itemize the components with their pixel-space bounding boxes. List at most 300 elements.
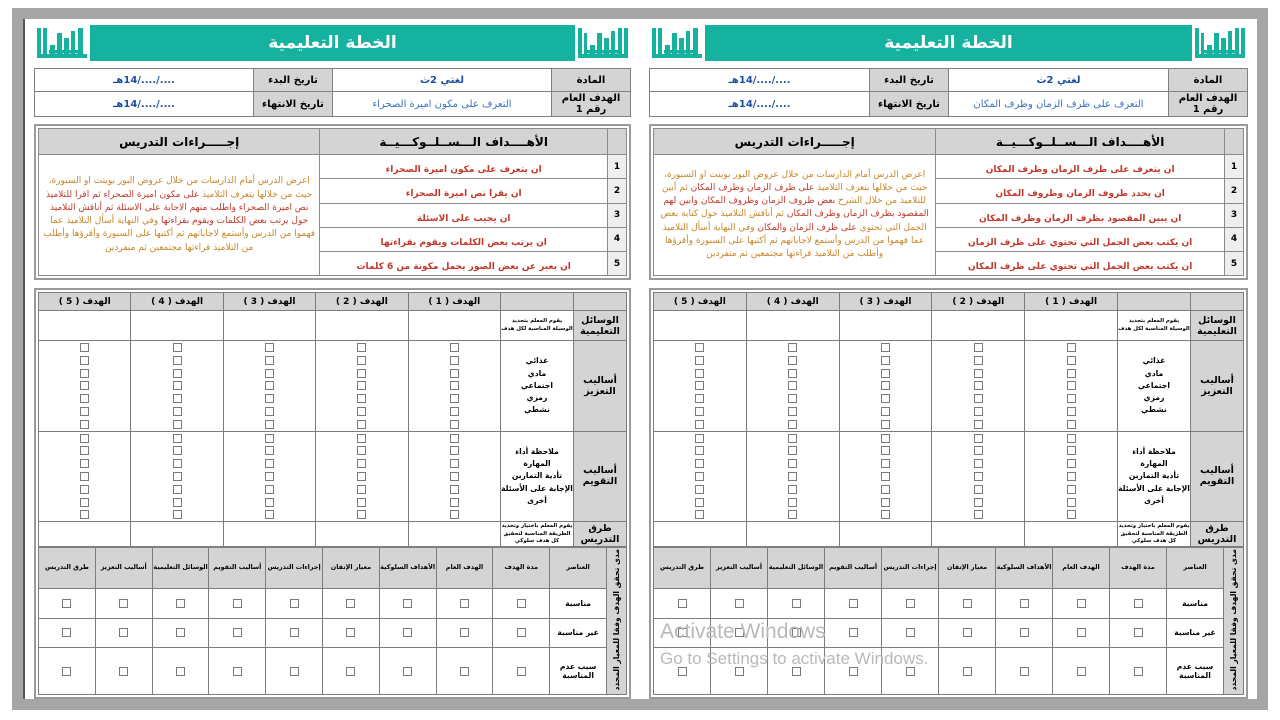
reinforcement-options-list	[501, 355, 573, 416]
checkbox[interactable]	[357, 485, 366, 494]
evaluation-row	[654, 431, 1244, 521]
general-goal-value[interactable]: التعرف على ظرف الزمان وظرف المكان	[949, 92, 1169, 117]
checkbox[interactable]	[450, 356, 459, 365]
checkbox[interactable]	[265, 407, 274, 416]
criteria-checkbox-cell[interactable]	[882, 618, 939, 648]
table-header-row	[654, 548, 1244, 589]
evaluation-checkbox-cell[interactable]	[839, 431, 932, 521]
checkbox[interactable]	[974, 394, 983, 403]
methods-input-cell[interactable]	[39, 522, 131, 547]
criteria-checkbox-cell[interactable]	[209, 618, 266, 648]
checkbox[interactable]	[974, 381, 983, 390]
criteria-checkbox-cell[interactable]	[654, 648, 711, 694]
criteria-checkbox-cell[interactable]	[768, 588, 825, 618]
checkbox[interactable]	[173, 369, 182, 378]
checkbox[interactable]	[788, 343, 797, 352]
checkbox[interactable]	[881, 420, 890, 429]
checkbox[interactable]	[974, 356, 983, 365]
checkbox[interactable]	[80, 420, 89, 429]
checkbox[interactable]	[173, 356, 182, 365]
general-goal-value[interactable]: التعرف على مكون اميرة الصحراء	[333, 92, 552, 117]
criteria-checkbox-cell[interactable]	[266, 618, 323, 648]
aids-input-cell[interactable]	[1025, 311, 1118, 341]
sub-corner-cell	[501, 293, 574, 311]
checkbox[interactable]	[695, 472, 704, 481]
criteria-checkbox-cell[interactable]	[493, 648, 550, 694]
criteria-checkbox-cell[interactable]	[825, 618, 882, 648]
document-frame	[12, 8, 1268, 710]
criteria-checkbox-cell[interactable]	[1110, 588, 1167, 618]
teaching-methods-row	[39, 522, 627, 547]
objective-text: ان يبين المقصود بظرف الزمان وظرف المكان	[978, 213, 1182, 224]
criteria-header: الأهداف السلوكية	[379, 548, 436, 589]
criteria-side-label: مدى تحقق الهدف وفقا للمعيار المحدد	[1224, 548, 1244, 695]
checkbox[interactable]	[173, 472, 182, 481]
criteria-header: الوسائل التعليمية	[768, 548, 825, 589]
checkbox[interactable]	[357, 356, 366, 365]
objective-text: ان يرتب بعض الكلمات ويقوم بقراءتها	[380, 237, 547, 248]
aids-input-cell[interactable]	[654, 311, 747, 341]
checkbox[interactable]	[788, 356, 797, 365]
start-date-value[interactable]: ..../..../14هـ	[35, 69, 254, 92]
checkbox[interactable]	[974, 343, 983, 352]
criteria-checkbox-cell[interactable]	[266, 648, 323, 694]
reinforcement-options-list	[1118, 355, 1190, 416]
criteria-checkbox-cell[interactable]	[1110, 648, 1167, 694]
checkbox[interactable]	[265, 510, 274, 519]
checkbox[interactable]	[788, 369, 797, 378]
checkbox[interactable]	[1067, 407, 1076, 416]
checkbox[interactable]	[80, 356, 89, 365]
list-item: غذائي	[1142, 356, 1166, 366]
criteria-checkbox-cell[interactable]	[436, 588, 493, 618]
checkbox[interactable]	[265, 498, 274, 507]
criteria-checkbox-cell[interactable]	[379, 648, 436, 694]
list-item: نشطي	[1141, 405, 1167, 415]
criteria-checkbox-cell[interactable]	[1053, 648, 1110, 694]
criteria-header: الهدف العام	[436, 548, 493, 589]
criteria-checkbox-cell[interactable]	[95, 648, 152, 694]
reinforcement-checkbox-cell[interactable]	[408, 341, 500, 431]
checkbox[interactable]	[265, 420, 274, 429]
checkbox[interactable]	[265, 446, 274, 455]
aids-input-cell[interactable]	[39, 311, 131, 341]
reinforcement-checkbox-cell[interactable]	[746, 341, 839, 431]
checkbox[interactable]	[450, 459, 459, 468]
criteria-checkbox-cell[interactable]	[39, 618, 96, 648]
end-date-value[interactable]: ..../..../14هـ	[650, 92, 870, 117]
end-date-label: تاريخ الانتهاء	[254, 92, 333, 117]
checkbox[interactable]	[450, 498, 459, 507]
checkbox[interactable]	[695, 343, 704, 352]
checkbox[interactable]	[1067, 420, 1076, 429]
list-item: المهارة	[1140, 459, 1168, 468]
checkbox[interactable]	[357, 420, 366, 429]
checkbox[interactable]	[788, 472, 797, 481]
checkbox[interactable]	[450, 472, 459, 481]
table-row	[650, 92, 1248, 117]
checkbox[interactable]	[1067, 394, 1076, 403]
checkbox[interactable]	[974, 446, 983, 455]
criteria-checkbox-cell[interactable]	[493, 588, 550, 618]
teaching-procedures-text: اعرض الدرس أمام الدارسات من خلال عروض البور بوينت او السبورة، حيث من خلالها يتعرف التلاميذ على مكون اميرة الصحراء ثم اقرا للتلاميذ نص اميرة الصحراء واطلب منهم الاجابة على الاسئلة ثم أناقش التلاميذ حول يرتب بعض الكلمات ويقوم بقراءتها وفي النهاية أسأل التلاميذ عما فهموا من الدرس وأستمع لاجاباتهم ثم أكتبها على السبورة وأقرؤها وأطلب من التلاميذ قراءتها مجتمعين ثم منفردين	[43, 176, 316, 253]
criteria-checkbox-cell[interactable]	[209, 648, 266, 694]
methods-input-cell[interactable]	[131, 522, 223, 547]
checkbox[interactable]	[173, 343, 182, 352]
checkbox[interactable]	[173, 407, 182, 416]
checkbox[interactable]	[1067, 510, 1076, 519]
criteria-header: طرق التدريس	[39, 548, 96, 589]
checkbox[interactable]	[788, 420, 797, 429]
checkbox[interactable]	[357, 498, 366, 507]
criteria-checkbox-cell[interactable]	[436, 618, 493, 648]
checkbox[interactable]	[173, 434, 182, 443]
criteria-checkbox-cell[interactable]	[939, 618, 996, 648]
criteria-checkbox-cell[interactable]	[152, 588, 209, 618]
checkbox[interactable]	[173, 485, 182, 494]
start-date-value[interactable]: ..../..../14هـ	[650, 69, 870, 92]
criteria-checkbox-cell[interactable]	[654, 618, 711, 648]
checkbox[interactable]	[974, 498, 983, 507]
list-item: مادي	[1144, 368, 1164, 378]
checkbox[interactable]	[695, 510, 704, 519]
checkbox[interactable]	[1067, 485, 1076, 494]
checkbox[interactable]	[788, 394, 797, 403]
checkbox[interactable]	[173, 446, 182, 455]
criteria-checkbox-cell[interactable]	[996, 618, 1053, 648]
table-row	[35, 92, 631, 117]
list-item: اجتماعي	[521, 380, 553, 390]
criteria-checkbox-cell[interactable]	[882, 648, 939, 694]
criteria-checkbox-cell[interactable]	[152, 618, 209, 648]
checkbox[interactable]	[881, 434, 890, 443]
aids-input-cell[interactable]	[223, 311, 315, 341]
evaluation-checkbox-cell[interactable]	[131, 431, 223, 521]
criteria-checkbox-cell[interactable]	[711, 648, 768, 694]
criteria-checkbox-cell[interactable]	[493, 618, 550, 648]
teaching-procedures-text: اعرض الدرس أمام الدارسات من خلال عروض البور بوينت او السبورة، حيث من خلالها يتعرف التلاميذ على ظرف الزمان وظرف المكان ثم أبين للتلاميذ من خلال الشرح بعض ظروف الزمان وظروف المكان وابين لهم المقصود بظرف الزمان وظرف المكان ثم أناقش التلاميذ حول كتابة بعض الجمل التي تحتوي على ظرف الزمان والمكان وفي النهاية أسأل التلاميذ عما فهموا من الدرس وأستمع لاجاباتهم ثم أكتبها على السبورة وأقرؤها وأطلب من التلاميذ قراءتها مجتمعين ثم منفردين	[660, 169, 929, 260]
checkbox[interactable]	[788, 446, 797, 455]
checkbox[interactable]	[695, 459, 704, 468]
checkbox[interactable]	[974, 420, 983, 429]
checkbox[interactable]	[974, 434, 983, 443]
reinforcement-checkbox-cell[interactable]	[39, 341, 131, 431]
criteria-checkbox-cell[interactable]	[39, 648, 96, 694]
methods-input-cell[interactable]	[223, 522, 315, 547]
criteria-checkbox-cell[interactable]	[1053, 588, 1110, 618]
checkbox[interactable]	[357, 381, 366, 390]
checkbox[interactable]	[881, 356, 890, 365]
checkbox[interactable]	[80, 459, 89, 468]
criteria-checkbox-cell[interactable]	[39, 588, 96, 618]
start-date-label: تاريخ البدء	[254, 69, 333, 92]
checkbox[interactable]	[1067, 446, 1076, 455]
checkbox[interactable]	[788, 434, 797, 443]
checkbox[interactable]	[1067, 356, 1076, 365]
checkbox[interactable]	[1067, 369, 1076, 378]
checkbox[interactable]	[695, 485, 704, 494]
checkbox[interactable]	[881, 485, 890, 494]
lesson-plan-panel-left	[23, 19, 640, 699]
reinforcement-checkbox-cell[interactable]	[131, 341, 223, 431]
checkbox[interactable]	[695, 369, 704, 378]
checkbox[interactable]	[695, 498, 704, 507]
methods-input-cell[interactable]	[839, 522, 932, 547]
checkbox[interactable]	[1067, 498, 1076, 507]
criteria-header: طرق التدريس	[654, 548, 711, 589]
criteria-checkbox-cell[interactable]	[768, 618, 825, 648]
checkbox[interactable]	[974, 472, 983, 481]
reinforcement-checkbox-cell[interactable]	[932, 341, 1025, 431]
checkbox[interactable]	[173, 510, 182, 519]
checkbox[interactable]	[881, 446, 890, 455]
list-item: تأدية التمارين	[1128, 471, 1180, 481]
criteria-checkbox-cell[interactable]	[654, 588, 711, 618]
criteria-checkbox-cell[interactable]	[95, 618, 152, 648]
checkbox[interactable]	[265, 434, 274, 443]
aids-input-cell[interactable]	[932, 311, 1025, 341]
checkbox[interactable]	[695, 394, 704, 403]
objective-text: ان يكتب بعض الجمل التي تحتوي على ظرف الزمان	[968, 237, 1193, 248]
checkbox[interactable]	[80, 498, 89, 507]
aids-input-cell[interactable]	[316, 311, 408, 341]
table-header-row	[39, 129, 627, 155]
criteria-table	[653, 547, 1244, 695]
checkbox[interactable]	[357, 459, 366, 468]
aids-input-cell[interactable]	[131, 311, 223, 341]
criteria-checkbox-cell[interactable]	[825, 588, 882, 618]
subject-label: المادة	[1169, 69, 1248, 92]
checkbox[interactable]	[788, 381, 797, 390]
checkbox[interactable]	[80, 472, 89, 481]
checkbox[interactable]	[788, 407, 797, 416]
bar-chart-logo-icon	[34, 25, 90, 61]
checkbox[interactable]	[357, 472, 366, 481]
subject-value[interactable]: لغتي 2ث	[333, 69, 552, 92]
criteria-row-label: مناسبة	[1167, 588, 1224, 618]
criteria-checkbox-cell[interactable]	[1110, 618, 1167, 648]
checkbox[interactable]	[357, 446, 366, 455]
checkbox[interactable]	[450, 485, 459, 494]
checkbox[interactable]	[450, 434, 459, 443]
reinforcement-checkbox-cell[interactable]	[223, 341, 315, 431]
panel-header-left	[34, 25, 631, 61]
evaluation-checkbox-cell[interactable]	[408, 431, 500, 521]
end-date-label: تاريخ الانتهاء	[870, 92, 949, 117]
criteria-checkbox-cell[interactable]	[939, 648, 996, 694]
checkbox[interactable]	[80, 434, 89, 443]
checkbox[interactable]	[974, 369, 983, 378]
checkbox[interactable]	[695, 407, 704, 416]
corner-cell	[1191, 293, 1244, 311]
checkbox[interactable]	[265, 369, 274, 378]
checkbox[interactable]	[173, 394, 182, 403]
checkbox[interactable]	[881, 407, 890, 416]
checkbox[interactable]	[80, 407, 89, 416]
checkbox[interactable]	[881, 369, 890, 378]
checkbox[interactable]	[788, 510, 797, 519]
criteria-checkbox-cell[interactable]	[1053, 618, 1110, 648]
checkbox[interactable]	[881, 472, 890, 481]
checkbox[interactable]	[80, 381, 89, 390]
checkbox[interactable]	[357, 510, 366, 519]
methods-input-cell[interactable]	[654, 522, 747, 547]
criteria-checkbox-cell[interactable]	[152, 648, 209, 694]
checkbox[interactable]	[881, 381, 890, 390]
checkbox[interactable]	[881, 394, 890, 403]
list-item: ملاحظة أداء	[515, 446, 559, 456]
criteria-checkbox-cell[interactable]	[209, 588, 266, 618]
checkbox[interactable]	[265, 459, 274, 468]
checkbox[interactable]	[1067, 381, 1076, 390]
objective-text: ان يحدد ظروف الزمان وظروف المكان	[995, 189, 1165, 200]
criteria-checkbox-cell[interactable]	[882, 588, 939, 618]
checkbox[interactable]	[173, 459, 182, 468]
list-item: الإجابة على الأسئلة	[1118, 483, 1190, 493]
checkbox[interactable]	[788, 485, 797, 494]
checkbox[interactable]	[265, 472, 274, 481]
checkbox[interactable]	[173, 381, 182, 390]
criteria-checkbox-cell[interactable]	[323, 618, 380, 648]
checkbox[interactable]	[881, 510, 890, 519]
evaluation-checkbox-cell[interactable]	[932, 431, 1025, 521]
checkbox[interactable]	[450, 369, 459, 378]
checkbox[interactable]	[881, 498, 890, 507]
criteria-checkbox-cell[interactable]	[711, 588, 768, 618]
evaluation-checkbox-cell[interactable]	[223, 431, 315, 521]
aids-input-cell[interactable]	[839, 311, 932, 341]
checkbox[interactable]	[788, 459, 797, 468]
checkbox[interactable]	[695, 446, 704, 455]
checkbox[interactable]	[357, 407, 366, 416]
criteria-checkbox-cell[interactable]	[323, 648, 380, 694]
checkbox[interactable]	[695, 434, 704, 443]
criteria-header: أساليب التقويم	[825, 548, 882, 589]
checkbox[interactable]	[788, 498, 797, 507]
criteria-header: مدة الهدف	[493, 548, 550, 589]
sub-corner-cell	[1118, 293, 1191, 311]
evaluation-checkbox-cell[interactable]	[39, 431, 131, 521]
criteria-checkbox-cell[interactable]	[266, 588, 323, 618]
methods-input-cell[interactable]	[1025, 522, 1118, 547]
evaluation-checkbox-cell[interactable]	[746, 431, 839, 521]
checkbox[interactable]	[695, 356, 704, 365]
checkbox[interactable]	[450, 394, 459, 403]
reinforcement-row	[654, 341, 1244, 431]
checkbox[interactable]	[974, 407, 983, 416]
criteria-checkbox-cell[interactable]	[825, 648, 882, 694]
end-date-value[interactable]: ..../..../14هـ	[35, 92, 254, 117]
bar-chart-logo-icon	[649, 25, 705, 61]
checkbox[interactable]	[974, 485, 983, 494]
checkbox[interactable]	[1067, 472, 1076, 481]
criteria-checkbox-cell[interactable]	[939, 588, 996, 618]
checkbox[interactable]	[1067, 434, 1076, 443]
criteria-checkbox-cell[interactable]	[996, 648, 1053, 694]
checkbox[interactable]	[173, 420, 182, 429]
table-row	[654, 155, 1244, 179]
checkbox[interactable]	[80, 394, 89, 403]
evaluation-section-left	[34, 288, 631, 698]
checkbox[interactable]	[881, 459, 890, 468]
checkbox[interactable]	[80, 510, 89, 519]
reinforcement-checkbox-cell[interactable]	[1025, 341, 1118, 431]
criteria-checkbox-cell[interactable]	[768, 648, 825, 694]
checkbox[interactable]	[450, 420, 459, 429]
list-item: مادي	[527, 368, 547, 378]
methods-input-cell[interactable]	[408, 522, 500, 547]
checkbox[interactable]	[265, 485, 274, 494]
methods-input-cell[interactable]	[932, 522, 1025, 547]
criteria-checkbox-cell[interactable]	[323, 588, 380, 618]
checkbox[interactable]	[974, 459, 983, 468]
criteria-row-label: غير مناسبة	[550, 618, 607, 648]
criteria-checkbox-cell[interactable]	[996, 588, 1053, 618]
aids-input-cell[interactable]	[746, 311, 839, 341]
criteria-header: أساليب التقويم	[209, 548, 266, 589]
reinforcement-checkbox-cell[interactable]	[316, 341, 408, 431]
checkbox[interactable]	[450, 381, 459, 390]
criteria-checkbox-cell[interactable]	[436, 648, 493, 694]
checkbox[interactable]	[80, 343, 89, 352]
reinforcement-checkbox-cell[interactable]	[839, 341, 932, 431]
evaluation-checkbox-cell[interactable]	[1025, 431, 1118, 521]
checkbox[interactable]	[1067, 459, 1076, 468]
checkbox[interactable]	[357, 434, 366, 443]
checkbox[interactable]	[173, 498, 182, 507]
checkbox[interactable]	[80, 369, 89, 378]
checkbox[interactable]	[881, 343, 890, 352]
methods-input-cell[interactable]	[746, 522, 839, 547]
checkbox[interactable]	[974, 510, 983, 519]
criteria-checkbox-cell[interactable]	[379, 618, 436, 648]
checkbox[interactable]	[265, 381, 274, 390]
checkbox[interactable]	[450, 446, 459, 455]
checkbox[interactable]	[80, 485, 89, 494]
checkbox[interactable]	[357, 394, 366, 403]
checkbox[interactable]	[80, 446, 89, 455]
aids-input-cell[interactable]	[408, 311, 500, 341]
list-item: اجتماعي	[1138, 380, 1170, 390]
teaching-aids-label: الوسائل التعليمية	[574, 311, 627, 341]
checkbox[interactable]	[265, 343, 274, 352]
page-title: الخطة التعليمية	[90, 25, 575, 61]
criteria-checkbox-cell[interactable]	[379, 588, 436, 618]
methods-input-cell[interactable]	[316, 522, 408, 547]
list-item: المهارة	[523, 459, 551, 468]
list-item: ملاحظة أداء	[1132, 446, 1176, 456]
checkbox[interactable]	[450, 510, 459, 519]
evaluation-checkbox-cell[interactable]	[654, 431, 747, 521]
checkbox[interactable]	[695, 381, 704, 390]
reinforcement-checkbox-cell[interactable]	[654, 341, 747, 431]
checkbox[interactable]	[695, 420, 704, 429]
checkbox[interactable]	[357, 343, 366, 352]
checkbox[interactable]	[265, 394, 274, 403]
checkbox[interactable]	[1067, 343, 1076, 352]
subject-value[interactable]: لغتي 2ث	[949, 69, 1169, 92]
table-row	[39, 618, 627, 648]
checkbox[interactable]	[450, 407, 459, 416]
checkbox[interactable]	[357, 369, 366, 378]
criteria-checkbox-cell[interactable]	[95, 588, 152, 618]
evaluation-checkbox-cell[interactable]	[316, 431, 408, 521]
checkbox[interactable]	[450, 343, 459, 352]
lesson-info-table-right	[649, 68, 1248, 117]
objective-index: 2	[1225, 179, 1244, 203]
checkbox[interactable]	[265, 356, 274, 365]
criteria-checkbox-cell[interactable]	[711, 618, 768, 648]
